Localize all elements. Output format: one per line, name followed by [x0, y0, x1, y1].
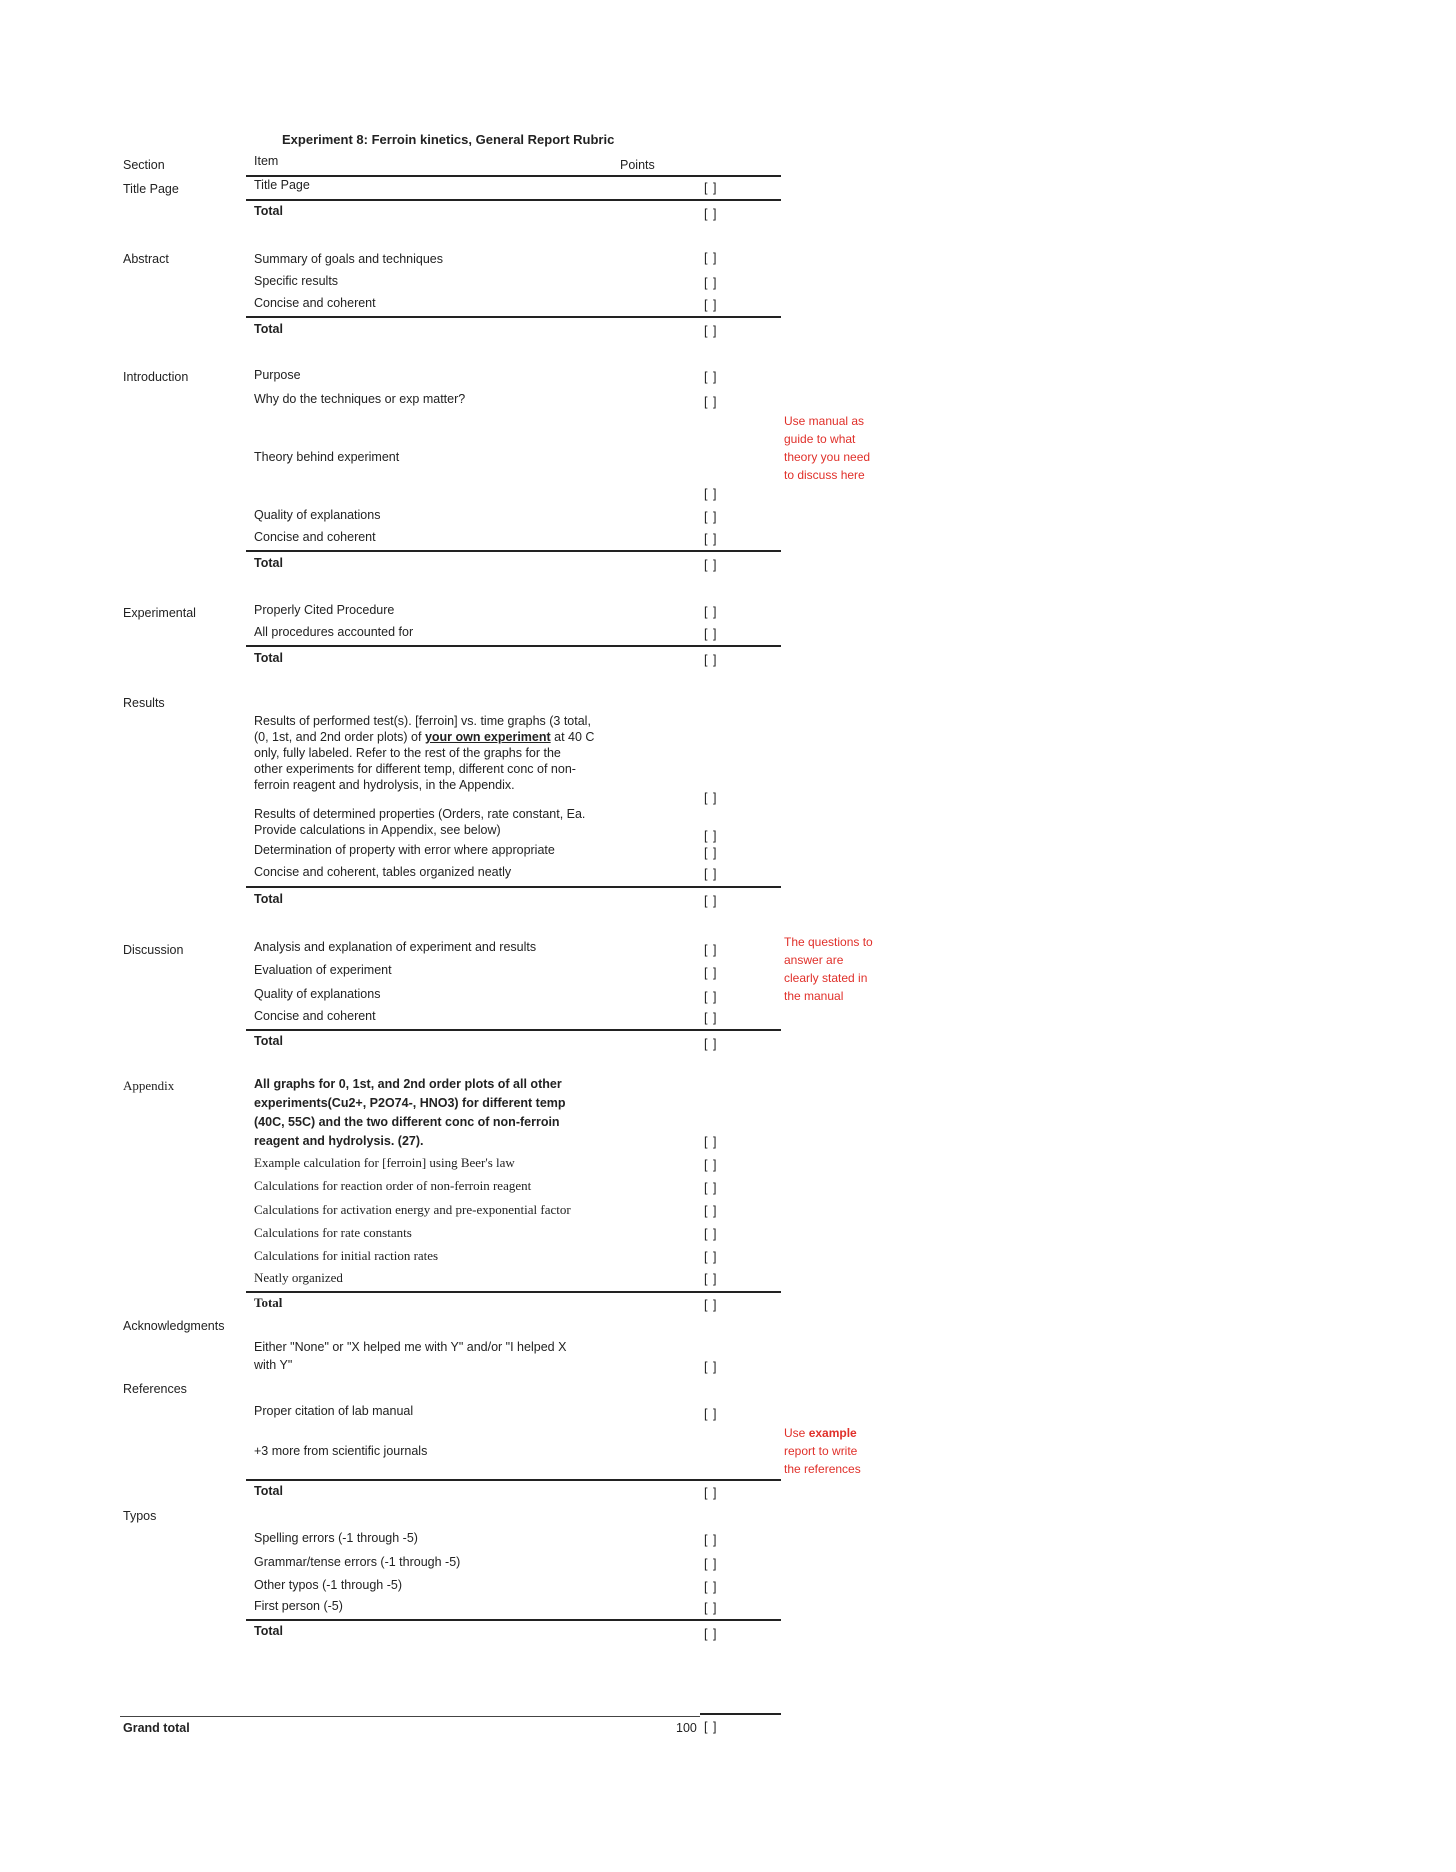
total-label: Total	[254, 322, 283, 336]
points-box[interactable]: [ ]	[704, 1135, 718, 1149]
section-header: Section	[123, 158, 165, 172]
points-box[interactable]: [ ]	[704, 370, 718, 384]
rubric-item: Concise and coherent	[254, 1009, 376, 1023]
note-references: Use example report to write the references	[784, 1426, 861, 1476]
rubric-item: +3 more from scientific journals	[254, 1444, 428, 1458]
points-box[interactable]: [ ]	[704, 867, 718, 881]
total-rule	[246, 550, 781, 552]
grand-total-box[interactable]: [ ]	[704, 1720, 718, 1734]
points-box[interactable]: [ ]	[704, 1601, 718, 1615]
note-introduction: Use manual as guide to what theory you need to discuss here	[784, 414, 871, 482]
total-box[interactable]: [ ]	[704, 207, 718, 221]
rubric-item: Spelling errors (-1 through -5)	[254, 1531, 418, 1545]
total-label: Total	[254, 651, 283, 665]
total-rule	[246, 1029, 781, 1031]
points-box[interactable]: [ ]	[704, 395, 718, 409]
points-box[interactable]: [ ]	[704, 1360, 718, 1374]
total-rule	[246, 1479, 781, 1481]
rubric-item: Results of performed test(s). [ferroin] vs. time graphs (3 total, (0, 1st, and 2nd order plots) of your own experiment at 40 C only, fully labeled. Refer to the rest of the graphs for the other experiments for different temp, different conc of non- ferroin reagent and hydrolysis, in the Appendix.	[254, 714, 595, 792]
total-box[interactable]: [ ]	[704, 1486, 718, 1500]
points-box[interactable]: [ ]	[704, 605, 718, 619]
section-acknowledgments: Acknowledgments	[123, 1319, 225, 1333]
item-header: Item	[254, 154, 279, 168]
grand-total-points: 100	[676, 1721, 697, 1735]
points-box[interactable]: [ ]	[704, 966, 718, 980]
rubric-item: Concise and coherent, tables organized neatly	[254, 865, 512, 879]
points-box[interactable]: [ ]	[704, 532, 718, 546]
points-box[interactable]: [ ]	[704, 251, 718, 265]
total-label: Total	[254, 892, 283, 906]
rubric-item: Calculations for activation energy and pre-exponential factor	[254, 1202, 571, 1217]
grand-total-rule	[120, 1716, 700, 1717]
rubric-item: Grammar/tense errors (-1 through -5)	[254, 1555, 461, 1569]
rubric-item: Properly Cited Procedure	[254, 603, 395, 617]
points-box[interactable]: [ ]	[704, 1011, 718, 1025]
points-box[interactable]: [ ]	[704, 298, 718, 312]
total-box[interactable]: [ ]	[704, 324, 718, 338]
rubric-item: Specific results	[254, 274, 339, 288]
points-box[interactable]: [ ]	[704, 1227, 718, 1241]
total-rule	[246, 1619, 781, 1621]
rubric-item: Results of determined properties (Orders, rate constant, Ea. Provide calculations in Appendix, see below)	[254, 807, 586, 837]
section-experimental: Experimental	[123, 606, 196, 620]
rubric-item: All procedures accounted for	[254, 625, 414, 639]
rubric-item: Title Page	[254, 178, 310, 192]
total-box[interactable]: [ ]	[704, 1037, 718, 1051]
grand-total-label: Grand total	[123, 1721, 190, 1735]
rubric-item: Quality of explanations	[254, 508, 381, 522]
section-typos: Typos	[123, 1509, 157, 1523]
rubric-item: Example calculation for [ferroin] using Beer's law	[254, 1155, 515, 1170]
total-rule	[246, 316, 781, 318]
total-box[interactable]: [ ]	[704, 653, 718, 667]
points-box[interactable]: [ ]	[704, 846, 718, 860]
points-box[interactable]: [ ]	[704, 943, 718, 957]
page-title: Experiment 8: Ferroin kinetics, General Report Rubric	[282, 132, 615, 147]
total-rule	[246, 886, 781, 888]
total-label: Total	[254, 556, 283, 570]
section-title-page: Title Page	[123, 182, 179, 196]
points-box[interactable]: [ ]	[704, 510, 718, 524]
grand-total-box-rule	[700, 1713, 781, 1715]
total-label: Total	[254, 1484, 283, 1498]
header-rule	[246, 175, 781, 177]
points-box[interactable]: [ ]	[704, 791, 718, 805]
points-box[interactable]: [ ]	[704, 181, 718, 195]
total-rule	[246, 199, 781, 201]
total-box[interactable]: [ ]	[704, 1627, 718, 1641]
points-box[interactable]: [ ]	[704, 1407, 718, 1421]
points-box[interactable]: [ ]	[704, 990, 718, 1004]
rubric-item: Purpose	[254, 368, 301, 382]
section-results: Results	[123, 696, 165, 710]
rubric-item: Why do the techniques or exp matter?	[254, 392, 466, 406]
points-box[interactable]: [ ]	[704, 487, 718, 501]
points-box[interactable]: [ ]	[704, 1181, 718, 1195]
points-box[interactable]: [ ]	[704, 276, 718, 290]
total-box[interactable]: [ ]	[704, 894, 718, 908]
points-box[interactable]: [ ]	[704, 1533, 718, 1547]
points-box[interactable]: [ ]	[704, 627, 718, 641]
rubric-item: Evaluation of experiment	[254, 963, 392, 977]
rubric-item: Theory behind experiment	[254, 450, 400, 464]
total-label: Total	[254, 1034, 283, 1048]
note-discussion: The questions to answer are clearly stated in the manual	[784, 935, 873, 1003]
section-appendix: Appendix	[123, 1078, 175, 1093]
rubric-item: Proper citation of lab manual	[254, 1404, 414, 1418]
points-box[interactable]: [ ]	[704, 1158, 718, 1172]
section-abstract: Abstract	[123, 252, 169, 266]
section-introduction: Introduction	[123, 370, 189, 384]
section-references: References	[123, 1382, 187, 1396]
rubric-item: Calculations for initial raction rates	[254, 1248, 439, 1263]
rubric-item: Concise and coherent	[254, 296, 376, 310]
points-box[interactable]: [ ]	[704, 829, 718, 843]
rubric-item: Calculations for rate constants	[254, 1225, 412, 1240]
points-box[interactable]: [ ]	[704, 1204, 718, 1218]
points-box[interactable]: [ ]	[704, 1580, 718, 1594]
points-box[interactable]: [ ]	[704, 1250, 718, 1264]
section-discussion: Discussion	[123, 943, 184, 957]
total-label: Total	[254, 1624, 283, 1638]
total-label: Total	[254, 204, 283, 218]
points-header: Points	[620, 158, 655, 172]
total-rule	[246, 1291, 781, 1293]
rubric-item: Determination of property with error where appropriate	[254, 843, 555, 857]
rubric-item: Quality of explanations	[254, 987, 381, 1001]
total-box[interactable]: [ ]	[704, 1298, 718, 1312]
rubric-item: Summary of goals and techniques	[254, 252, 443, 266]
total-box[interactable]: [ ]	[704, 558, 718, 572]
rubric-item: Calculations for reaction order of non-ferroin reagent	[254, 1178, 532, 1193]
rubric-item: Other typos (-1 through -5)	[254, 1578, 402, 1592]
rubric-item: First person (-5)	[254, 1599, 343, 1613]
points-box[interactable]: [ ]	[704, 1272, 718, 1286]
total-rule	[246, 645, 781, 647]
rubric-item: Either "None" or "X helped me with Y" and/or "I helped X with Y"	[254, 1340, 567, 1372]
rubric-item: Neatly organized	[254, 1270, 343, 1285]
points-box[interactable]: [ ]	[704, 1557, 718, 1571]
rubric-item: All graphs for 0, 1st, and 2nd order plots of all other experiments(Cu2+, P2O74-, HNO3) for different temp (40C, 55C) and the two different conc of non-ferroin reagent and hydrolysis. (27).	[254, 1077, 566, 1148]
rubric-item: Concise and coherent	[254, 530, 376, 544]
total-label: Total	[254, 1295, 283, 1310]
rubric-item: Analysis and explanation of experiment and results	[254, 940, 537, 954]
